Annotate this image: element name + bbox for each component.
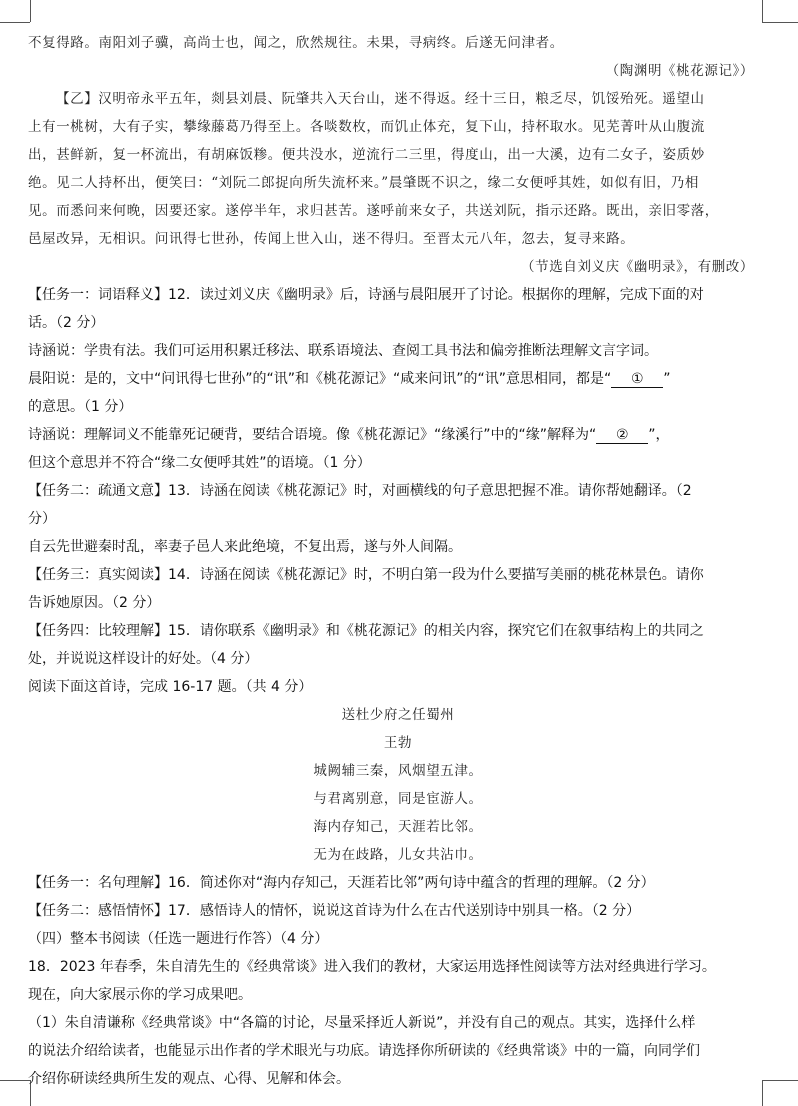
passage-yi-line: 出，甚鲜新，复一杯流出，有胡麻饭糁。便共没水，逆流行二三里，得度山，出一大溪，边有二女子，姿质妙 (28, 147, 705, 163)
q18-part1-cont: 的说法介绍给读者，也能显示出作者的学术眼光与功底。请选择你所研读的《经典常谈》中的一篇，向同学们 (28, 1043, 700, 1059)
source-jia: （陶渊明《桃花源记》） (605, 63, 754, 79)
q14-prompt: 【任务三：真实阅读】14．诗涵在阅读《桃花源记》时，不明白第一段为什么要描写美丽的桃花林景色。请你 (28, 567, 704, 583)
q13-sentence: 自云先世避秦时乱，率妻子邑人来此绝境，不复出焉，遂与外人间隔。 (28, 539, 462, 555)
poem-line: 海内存知己，天涯若比邻。 (313, 819, 483, 835)
poem-line: 与君离别意，同是宦游人。 (313, 791, 483, 807)
q17-prompt: 【任务二：感悟情怀】17．感悟诗人的情怀，说说这首诗为什么在古代送别诗中别具一格。（2 分） (28, 903, 641, 919)
passage-yi-line: 邑屋改异，无相识。问讯得七世孙，传闻上世入山，迷不得归。至晋太元八年，忽去，复寻来路。 (28, 231, 635, 247)
q15-prompt-cont: 处，并说说这样设计的好处。（4 分） (28, 651, 259, 667)
q18-part1-cont: 介绍你研读经典所生发的观点、心得、见解和体会。 (28, 1071, 350, 1087)
crop-mark-bottom-left-h (0, 1080, 30, 1082)
q12-shihan-2 (28, 425, 768, 445)
passage-yi-line: 上有一桃树，大有子实，攀缘藤葛乃得至上。各啖数枚，而饥止体充，复下山，持杯取水。见芜菁叶从山腹流 (28, 119, 705, 135)
q13-prompt-cont: 分） (28, 511, 56, 527)
q12-chenyang-text: 晨阳说：是的，文中“问讯得七世孙”的“讯”和《桃花源记》“咸来问讯”的“讯”意思相同，都是“ (28, 371, 612, 387)
crop-mark-top-left-h (0, 22, 30, 24)
q15-prompt: 【任务四：比较理解】15．请你联系《幽明录》和《桃花源记》的相关内容，探究它们在叙事结构上的共同之 (28, 623, 704, 639)
q12-shihan-2-text: 诗涵说：理解词义不能靠死记硬背，要结合语境。像《桃花源记》“缘溪行”中的“缘”解释为“ (28, 427, 597, 443)
q18-part1: （1）朱自清谦称《经典常谈》中“各篇的讨论，尽量采择近人新说”，并没有自己的观点。其实，选择什么样 (28, 1015, 696, 1031)
passage-yi-line: 【乙】汉明帝永平五年，剡县刘晨、阮肇共入天台山，迷不得返。经十三日，粮乏尽，饥馁殆死。遥望山 (56, 91, 705, 107)
q12-chenyang-cont: 的意思。（1 分） (28, 399, 133, 415)
q12-shihan-2-cont: 但这个意思并不符合“缘二女便呼其姓”的语境。（1 分） (28, 455, 371, 471)
crop-mark-top-right-h (762, 22, 798, 24)
blank-1[interactable]: ① (611, 371, 663, 388)
passage-yi-line: 绝。见二人持杯出，便笑曰：“刘阮二郎捉向所失流杯来。”晨肇既不识之，缘二女便呼其姓，如似有旧，乃相 (28, 175, 699, 191)
q18-prompt: 18．2023 年春季，朱自清先生的《经典常谈》进入我们的教材，大家运用选择性阅读等方法对经典进行学习。 (28, 959, 716, 975)
poem-author: 王勃 (383, 735, 413, 751)
q16-prompt: 【任务一：名句理解】16．简述你对“海内存知己，天涯若比邻”两句诗中蕴含的哲理的理解。（2 分） (28, 875, 655, 891)
blank-2[interactable]: ② (596, 427, 648, 444)
q18-prompt-cont: 现在，向大家展示你的学习成果吧。 (28, 987, 252, 1003)
poem-line: 无为在歧路，儿女共沾巾。 (313, 847, 483, 863)
poem-line: 城阙辅三秦，风烟望五津。 (313, 763, 483, 779)
q12-chenyang (28, 369, 768, 389)
poem-title: 送杜少府之任蜀州 (341, 707, 455, 723)
poem-intro: 阅读下面这首诗，完成 16-17 题。（共 4 分） (28, 679, 313, 695)
q12-prompt: 【任务一：词语释义】12．读过刘义庆《幽明录》后，诗涵与晨阳展开了讨论。根据你的理解，完成下面的对 (28, 287, 704, 303)
q12-shihan-1: 诗涵说：学贵有法。我们可运用积累迁移法、联系语境法、查阅工具书法和偏旁推断法理解文言字词。 (28, 343, 658, 359)
q13-prompt: 【任务二：疏通文意】13．诗涵在阅读《桃花源记》时，对画横线的句子意思把握不准。请你帮她翻译。（2 (28, 483, 692, 499)
q12-prompt-cont: 话。（2 分） (28, 315, 105, 331)
q12-shihan-2-close: ”， (648, 427, 670, 443)
section-4-heading: （四）整本书阅读（任选一题进行作答）（4 分） (28, 931, 329, 947)
source-yi: （节选自刘义庆《幽明录》，有删改） (521, 259, 754, 275)
passage-jia-end: 不复得路。南阳刘子骥，高尚士也，闻之，欣然规往。未果，寻病终。后遂无问津者。 (28, 35, 564, 51)
q12-chenyang-close: ” (663, 371, 671, 387)
crop-mark-top-right (762, 0, 764, 22)
crop-mark-top-left (30, 0, 32, 22)
q14-prompt-cont: 告诉她原因。（2 分） (28, 595, 161, 611)
passage-yi-line: 见。而悉问来何晚，因要还家。遂停半年，求归甚苦。遂呼前来女子，共送刘阮，指示还路。既出，亲旧零落， (28, 203, 719, 219)
